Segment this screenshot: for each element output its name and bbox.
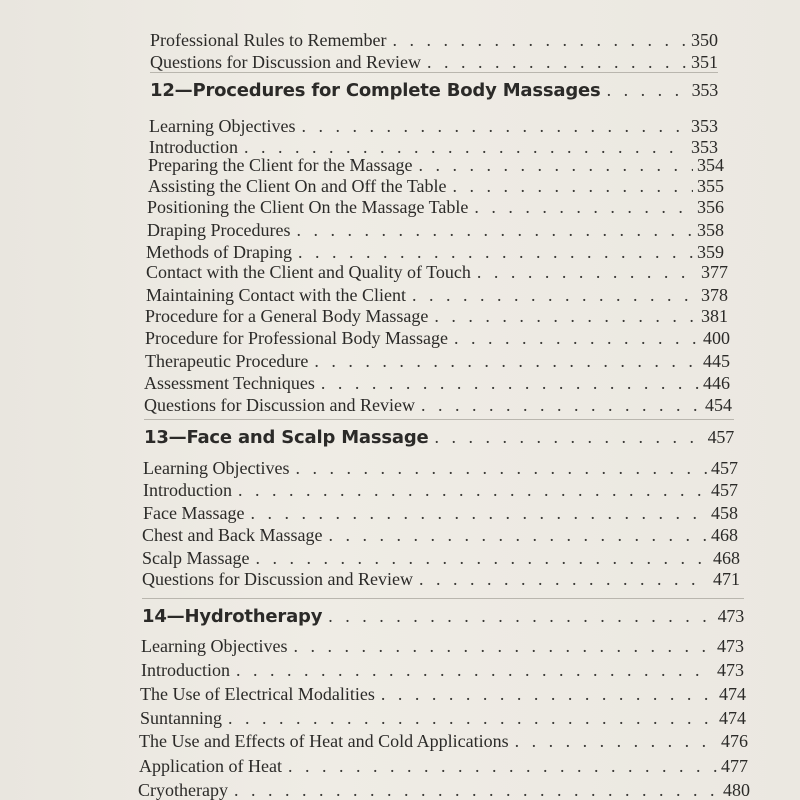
- toc-entry: [146, 285, 728, 306]
- page-number: 477: [721, 756, 748, 776]
- chapter-title: 14—Hydrotherapy: [142, 606, 323, 627]
- page-number: 473: [717, 660, 744, 680]
- dot-leader: [435, 427, 704, 448]
- dot-leader: [434, 306, 697, 327]
- dot-leader: [412, 285, 697, 306]
- page-number: 353: [691, 116, 718, 136]
- dot-leader: [607, 80, 688, 101]
- page-number: 358: [697, 220, 724, 240]
- entry-title: Maintaining Contact with the Client: [146, 285, 406, 305]
- page-number: 468: [711, 525, 738, 545]
- dot-leader: [418, 155, 693, 176]
- page-number: 468: [713, 548, 740, 568]
- chapter-title: 12—Procedures for Complete Body Massages: [150, 80, 601, 101]
- page-number: 474: [719, 708, 746, 728]
- entry-title: Learning Objectives: [143, 458, 290, 478]
- page-number: 377: [701, 262, 728, 282]
- dot-leader: [392, 30, 687, 51]
- toc-entry: [149, 116, 718, 137]
- page-number: 476: [721, 731, 748, 751]
- entry-title: Questions for Discussion and Review: [144, 395, 415, 415]
- dot-leader: [454, 328, 699, 349]
- entry-title: Positioning the Client On the Massage Table: [147, 197, 469, 217]
- page-number: 355: [697, 176, 724, 196]
- dot-leader: [474, 197, 693, 218]
- toc-entry: [138, 780, 750, 800]
- page-number: 354: [697, 155, 724, 175]
- page-number: 473: [717, 606, 744, 626]
- entry-title: Questions for Discussion and Review: [142, 569, 413, 589]
- entry-title: Assisting the Client On and Off the Table: [148, 176, 447, 196]
- toc-entry: [141, 636, 744, 657]
- toc-entry: [145, 306, 728, 327]
- dot-leader: [419, 569, 709, 590]
- page-number: 400: [703, 328, 730, 348]
- toc-entry: [142, 525, 738, 546]
- chapter-heading: [144, 427, 734, 448]
- chapter-divider: [144, 419, 734, 420]
- page-number: 445: [703, 351, 730, 371]
- dot-leader: [238, 480, 707, 501]
- page-number: 350: [691, 30, 718, 50]
- toc-entry: [142, 569, 740, 590]
- page-number: 474: [719, 684, 746, 704]
- page-number: 351: [691, 52, 718, 72]
- toc-entry: [146, 242, 724, 263]
- entry-title: The Use of Electrical Modalities: [140, 684, 375, 704]
- dot-leader: [288, 756, 717, 777]
- toc-entry: [145, 351, 730, 372]
- dot-leader: [298, 242, 693, 263]
- entry-title: Face Massage: [143, 503, 245, 523]
- page-number: 446: [703, 373, 730, 393]
- page-number: 457: [711, 458, 738, 478]
- toc-entry: [145, 328, 730, 349]
- chapter-title: 13—Face and Scalp Massage: [144, 427, 429, 448]
- entry-title: Contact with the Client and Quality of Touch: [146, 262, 471, 282]
- toc-entry: [141, 660, 744, 681]
- dot-leader: [328, 525, 707, 546]
- page-number: 454: [705, 395, 732, 415]
- toc-entry: [140, 708, 746, 729]
- dot-leader: [427, 52, 687, 73]
- chapter-divider: [150, 72, 718, 73]
- entry-title: Introduction: [149, 137, 238, 157]
- page-number: 378: [701, 285, 728, 305]
- dot-leader: [234, 780, 719, 800]
- entry-title: Cryotherapy: [138, 780, 228, 800]
- toc-entry: [142, 548, 740, 569]
- entry-title: The Use and Effects of Heat and Cold Applications: [139, 731, 509, 751]
- toc-entry: [139, 731, 748, 752]
- dot-leader: [515, 731, 717, 752]
- page-number: 480: [723, 780, 750, 800]
- entry-title: Assessment Techniques: [144, 373, 315, 393]
- toc-entry: [144, 373, 730, 394]
- entry-title: Draping Procedures: [147, 220, 291, 240]
- entry-title: Procedure for a General Body Massage: [145, 306, 429, 326]
- toc-entry: [144, 395, 732, 416]
- entry-title: Introduction: [143, 480, 232, 500]
- entry-title: Scalp Massage: [142, 548, 250, 568]
- toc-entry: [147, 197, 724, 218]
- entry-title: Methods of Draping: [146, 242, 292, 262]
- page-number: 381: [701, 306, 728, 326]
- dot-leader: [381, 684, 715, 705]
- page-number: 473: [717, 636, 744, 656]
- dot-leader: [314, 351, 699, 372]
- toc-entry: [146, 262, 728, 283]
- entry-title: Procedure for Professional Body Massage: [145, 328, 448, 348]
- dot-leader: [301, 116, 687, 137]
- page-number: 471: [713, 569, 740, 589]
- entry-title: Learning Objectives: [149, 116, 296, 136]
- toc-entry: [143, 458, 738, 479]
- dot-leader: [453, 176, 693, 197]
- page-number: 458: [711, 503, 738, 523]
- entry-title: Introduction: [141, 660, 230, 680]
- dot-leader: [228, 708, 715, 729]
- entry-title: Preparing the Client for the Massage: [148, 155, 413, 175]
- toc-entry: [148, 176, 724, 197]
- page-number: 353: [691, 137, 718, 157]
- entry-title: Questions for Discussion and Review: [150, 52, 421, 72]
- toc-entry: [147, 220, 724, 241]
- toc-entry: [139, 756, 748, 777]
- toc-entry: [140, 684, 746, 705]
- dot-leader: [250, 503, 707, 524]
- dot-leader: [293, 636, 713, 657]
- toc-entry: [148, 155, 724, 176]
- dot-leader: [477, 262, 697, 283]
- entry-title: Therapeutic Procedure: [145, 351, 309, 371]
- entry-title: Learning Objectives: [141, 636, 288, 656]
- toc-entry: [150, 30, 718, 51]
- dot-leader: [296, 220, 693, 241]
- dot-leader: [321, 373, 699, 394]
- toc-entry: [150, 52, 718, 73]
- entry-title: Chest and Back Massage: [142, 525, 323, 545]
- dot-leader: [421, 395, 701, 416]
- dot-leader: [236, 660, 713, 681]
- page-number: 457: [711, 480, 738, 500]
- entry-title: Professional Rules to Remember: [150, 30, 387, 50]
- chapter-heading: [150, 80, 718, 101]
- chapter-heading: [142, 606, 744, 627]
- toc-entry: [143, 480, 738, 501]
- entry-title: Application of Heat: [139, 756, 282, 776]
- page-number: 359: [697, 242, 724, 262]
- page-number: 457: [707, 427, 734, 447]
- entry-title: Suntanning: [140, 708, 223, 728]
- page-number: 353: [691, 80, 718, 100]
- dot-leader: [255, 548, 709, 569]
- page-number: 356: [697, 197, 724, 217]
- chapter-divider: [142, 598, 744, 599]
- dot-leader: [295, 458, 707, 479]
- dot-leader: [328, 606, 713, 627]
- toc-entry: [143, 503, 738, 524]
